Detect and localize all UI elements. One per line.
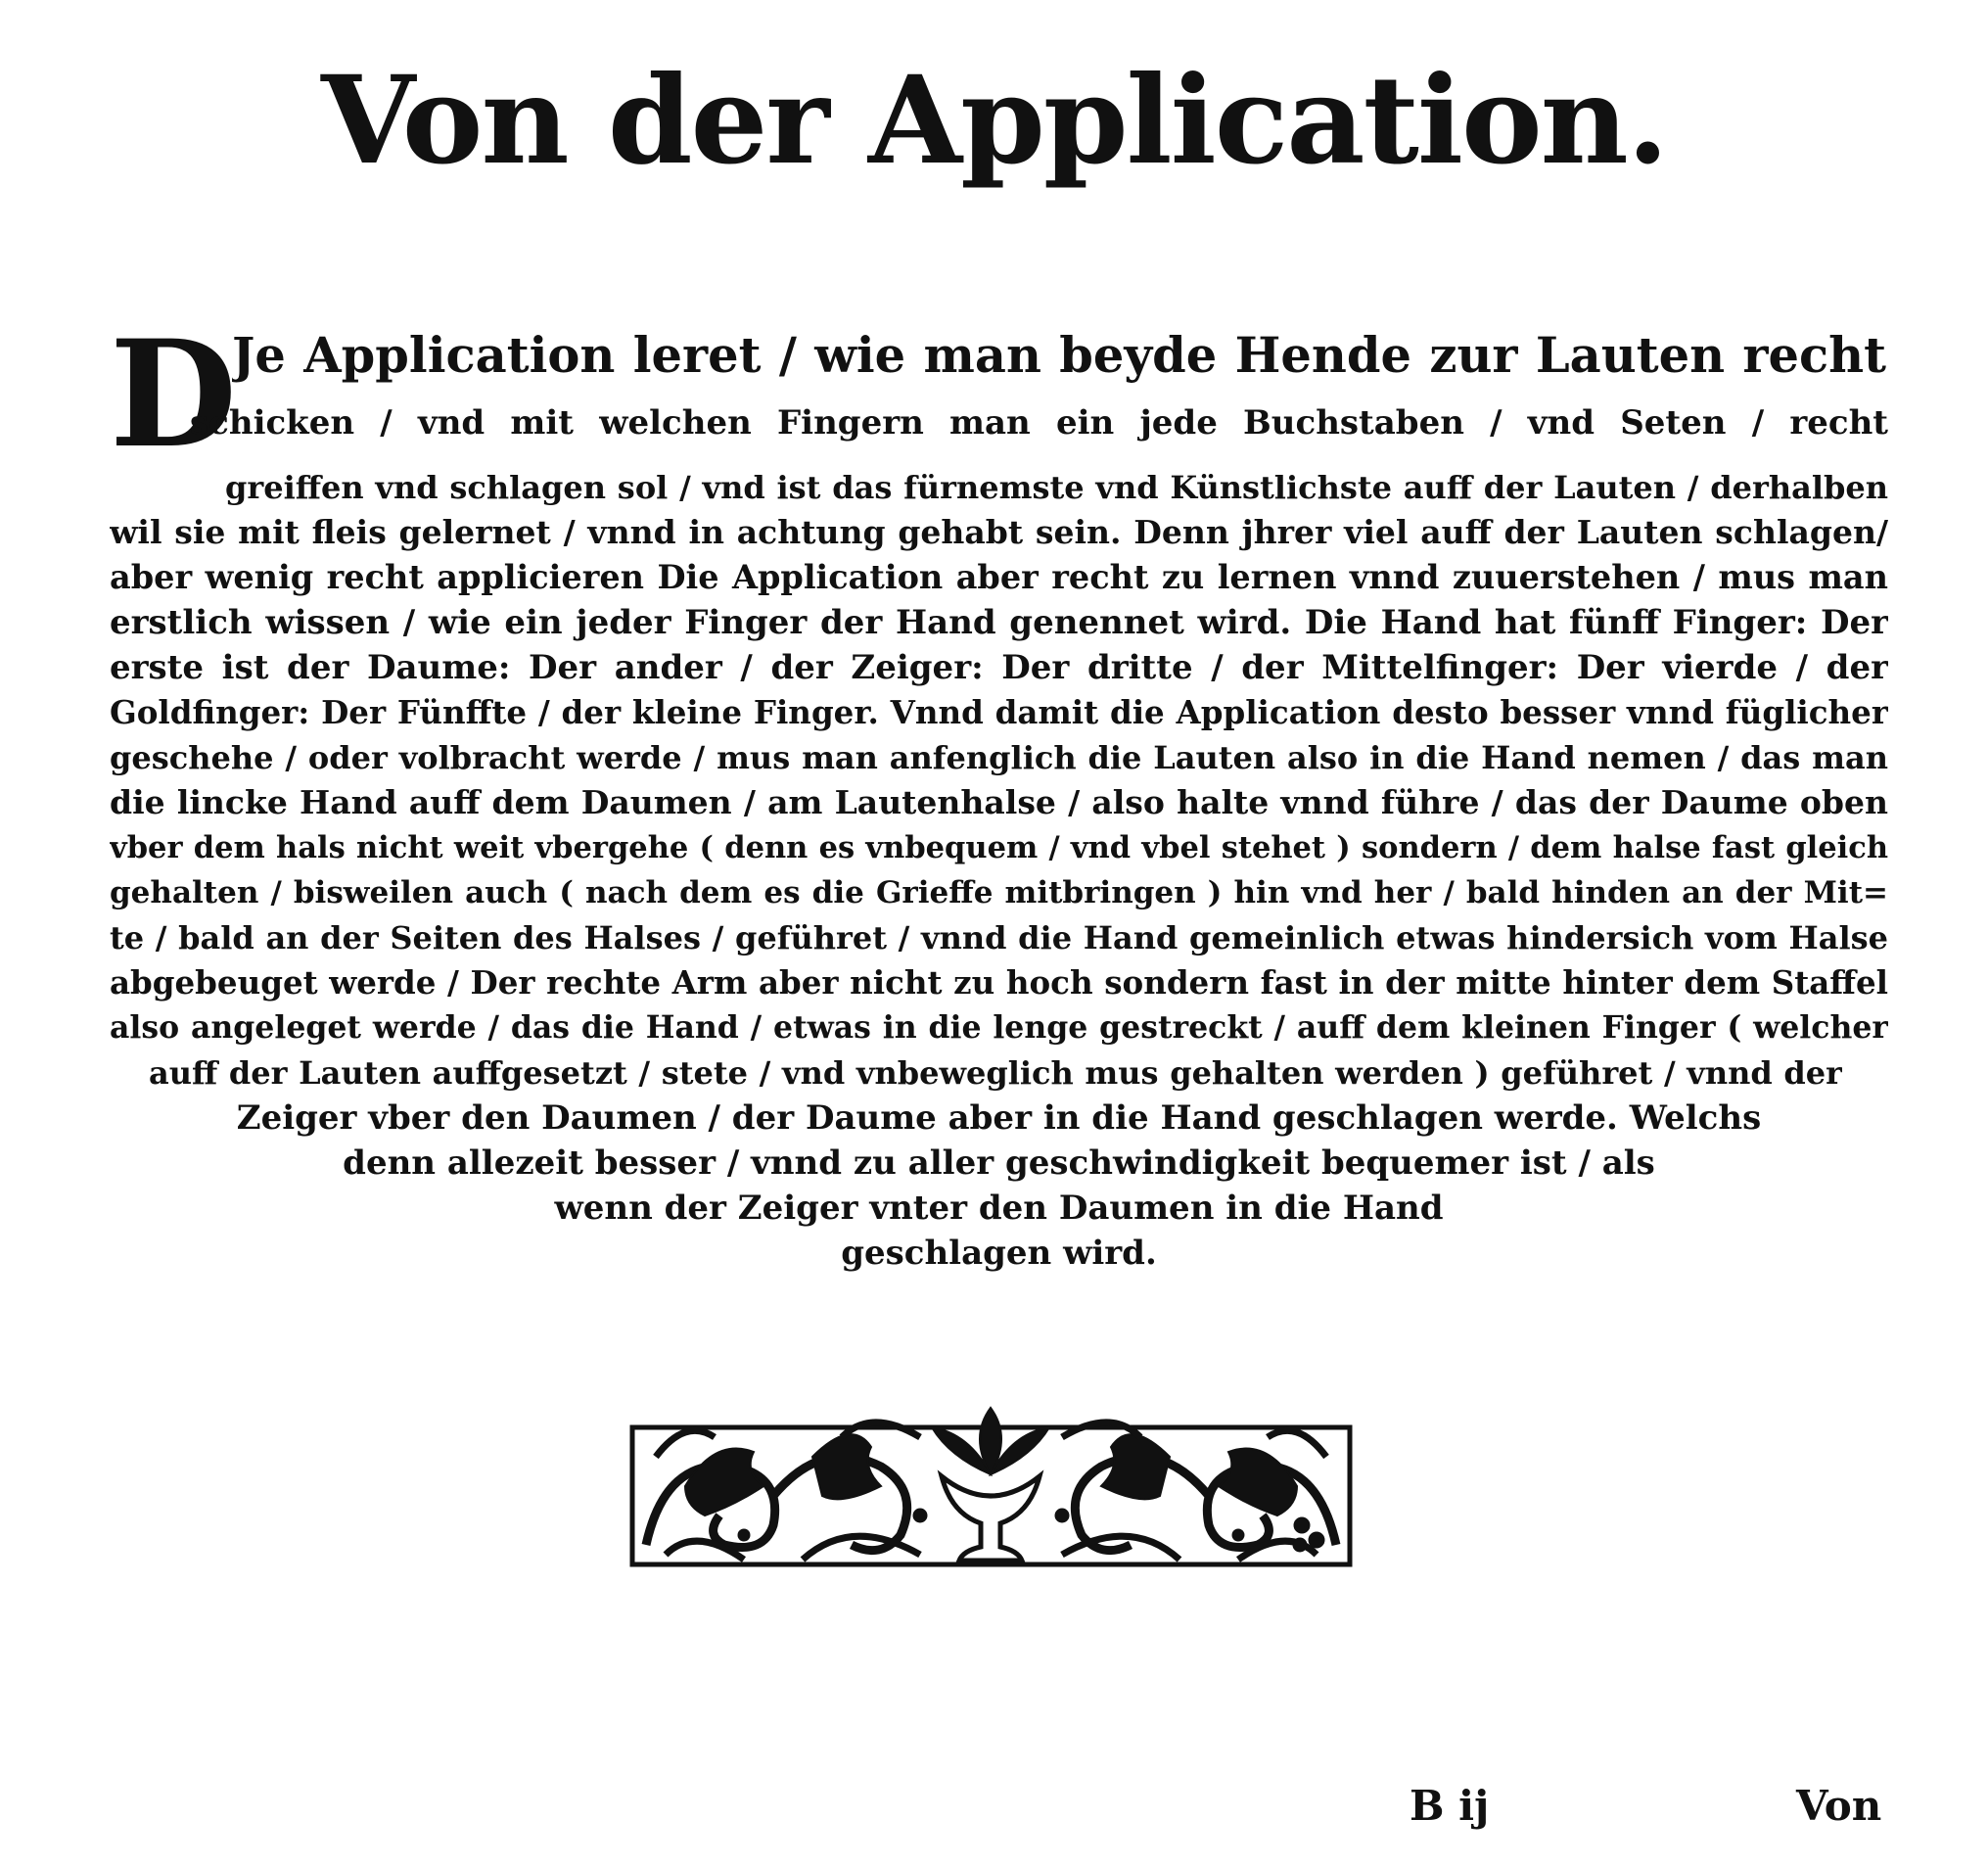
text-line-8: Goldfinger: Der Fünffte / der kleine Finger. Vnnd damit die Application desto besser vnnd füglicher <box>110 693 1888 731</box>
text-line-19: wenn der Zeiger vnter den Daumen in die Hand <box>554 1189 1444 1228</box>
ornament-vignette <box>626 1398 1356 1574</box>
text-line-5: aber wenig recht applicieren Die Application aber recht zu lernen vnnd zuuerstehen / mus man <box>110 558 1888 596</box>
text-line-11: vber dem hals nicht weit vbergehe ( denn es vnbequem / vnd vbel stehet ) sondern / dem halse fast gleich <box>110 830 1888 865</box>
text-line-2: schicken / vnd mit welchen Fingern man ein jede Buchstaben / vnd Seten / recht <box>190 403 1888 443</box>
text-line-3: greiffen vnd schlagen sol / vnd ist das fürnemste vnd Künstlichste auff der Lauten / derhalben <box>225 469 1888 506</box>
signature-mark: B ij <box>1410 1782 1490 1830</box>
text-line-9: geschehe / oder volbracht werde / mus man anfenglich die Lauten also in die Hand nemen / das man <box>110 739 1888 776</box>
drop-cap: D <box>110 308 238 481</box>
text-line-10: die lincke Hand auff dem Daumen / am Lautenhalse / also halte vnnd führe / das der Daume oben <box>110 783 1888 821</box>
text-line-1: Je Application leret / wie man beyde Hende zur Lauten recht <box>232 327 1886 384</box>
text-line-18: denn allezeit besser / vnnd zu aller geschwindigkeit bequemer ist / als <box>343 1143 1655 1183</box>
text-line-7: erste ist der Daume: Der ander / der Zeiger: Der dritte / der Mittelfinger: Der vierde / der <box>110 648 1888 687</box>
text-line-14: abgebeuget werde / Der rechte Arm aber nicht zu hoch sondern fast in der mitte hinter dem Staffel <box>110 963 1888 1002</box>
text-line-12: gehalten / bisweilen auch ( nach dem es die Grieffe mitbringen ) hin vnd her / bald hinden an der Mit= <box>110 875 1888 910</box>
text-line-16: auff der Lauten auffgesetzt / stete / vnd vnbeweglich mus gehalten werden ) geführet / vnnd der <box>149 1054 1842 1092</box>
catchword: Von <box>1796 1782 1882 1830</box>
text-line-6: erstlich wissen / wie ein jeder Finger der Hand genennet wird. Die Hand hat fünff Finger: Der <box>110 603 1888 642</box>
text-line-20: geschlagen wird. <box>841 1234 1157 1273</box>
text-line-15: also angeleget werde / das die Hand / etwas in die lenge gestreckt / auff dem kleinen Finger ( welcher <box>110 1009 1888 1046</box>
page-title: Von der Application. <box>320 50 1668 192</box>
text-line-13: te / bald an der Seiten des Halses / geführet / vnnd die Hand gemeinlich etwas hindersich vom Halse <box>110 919 1888 956</box>
text-line-17: Zeiger vber den Daumen / der Daume aber in die Hand geschlagen werde. Welchs <box>236 1098 1762 1138</box>
text-line-4: wil sie mit fleis gelernet / vnnd in achtung gehabt sein. Denn jhrer viel auff der Lauten schlagen/ <box>110 513 1888 551</box>
